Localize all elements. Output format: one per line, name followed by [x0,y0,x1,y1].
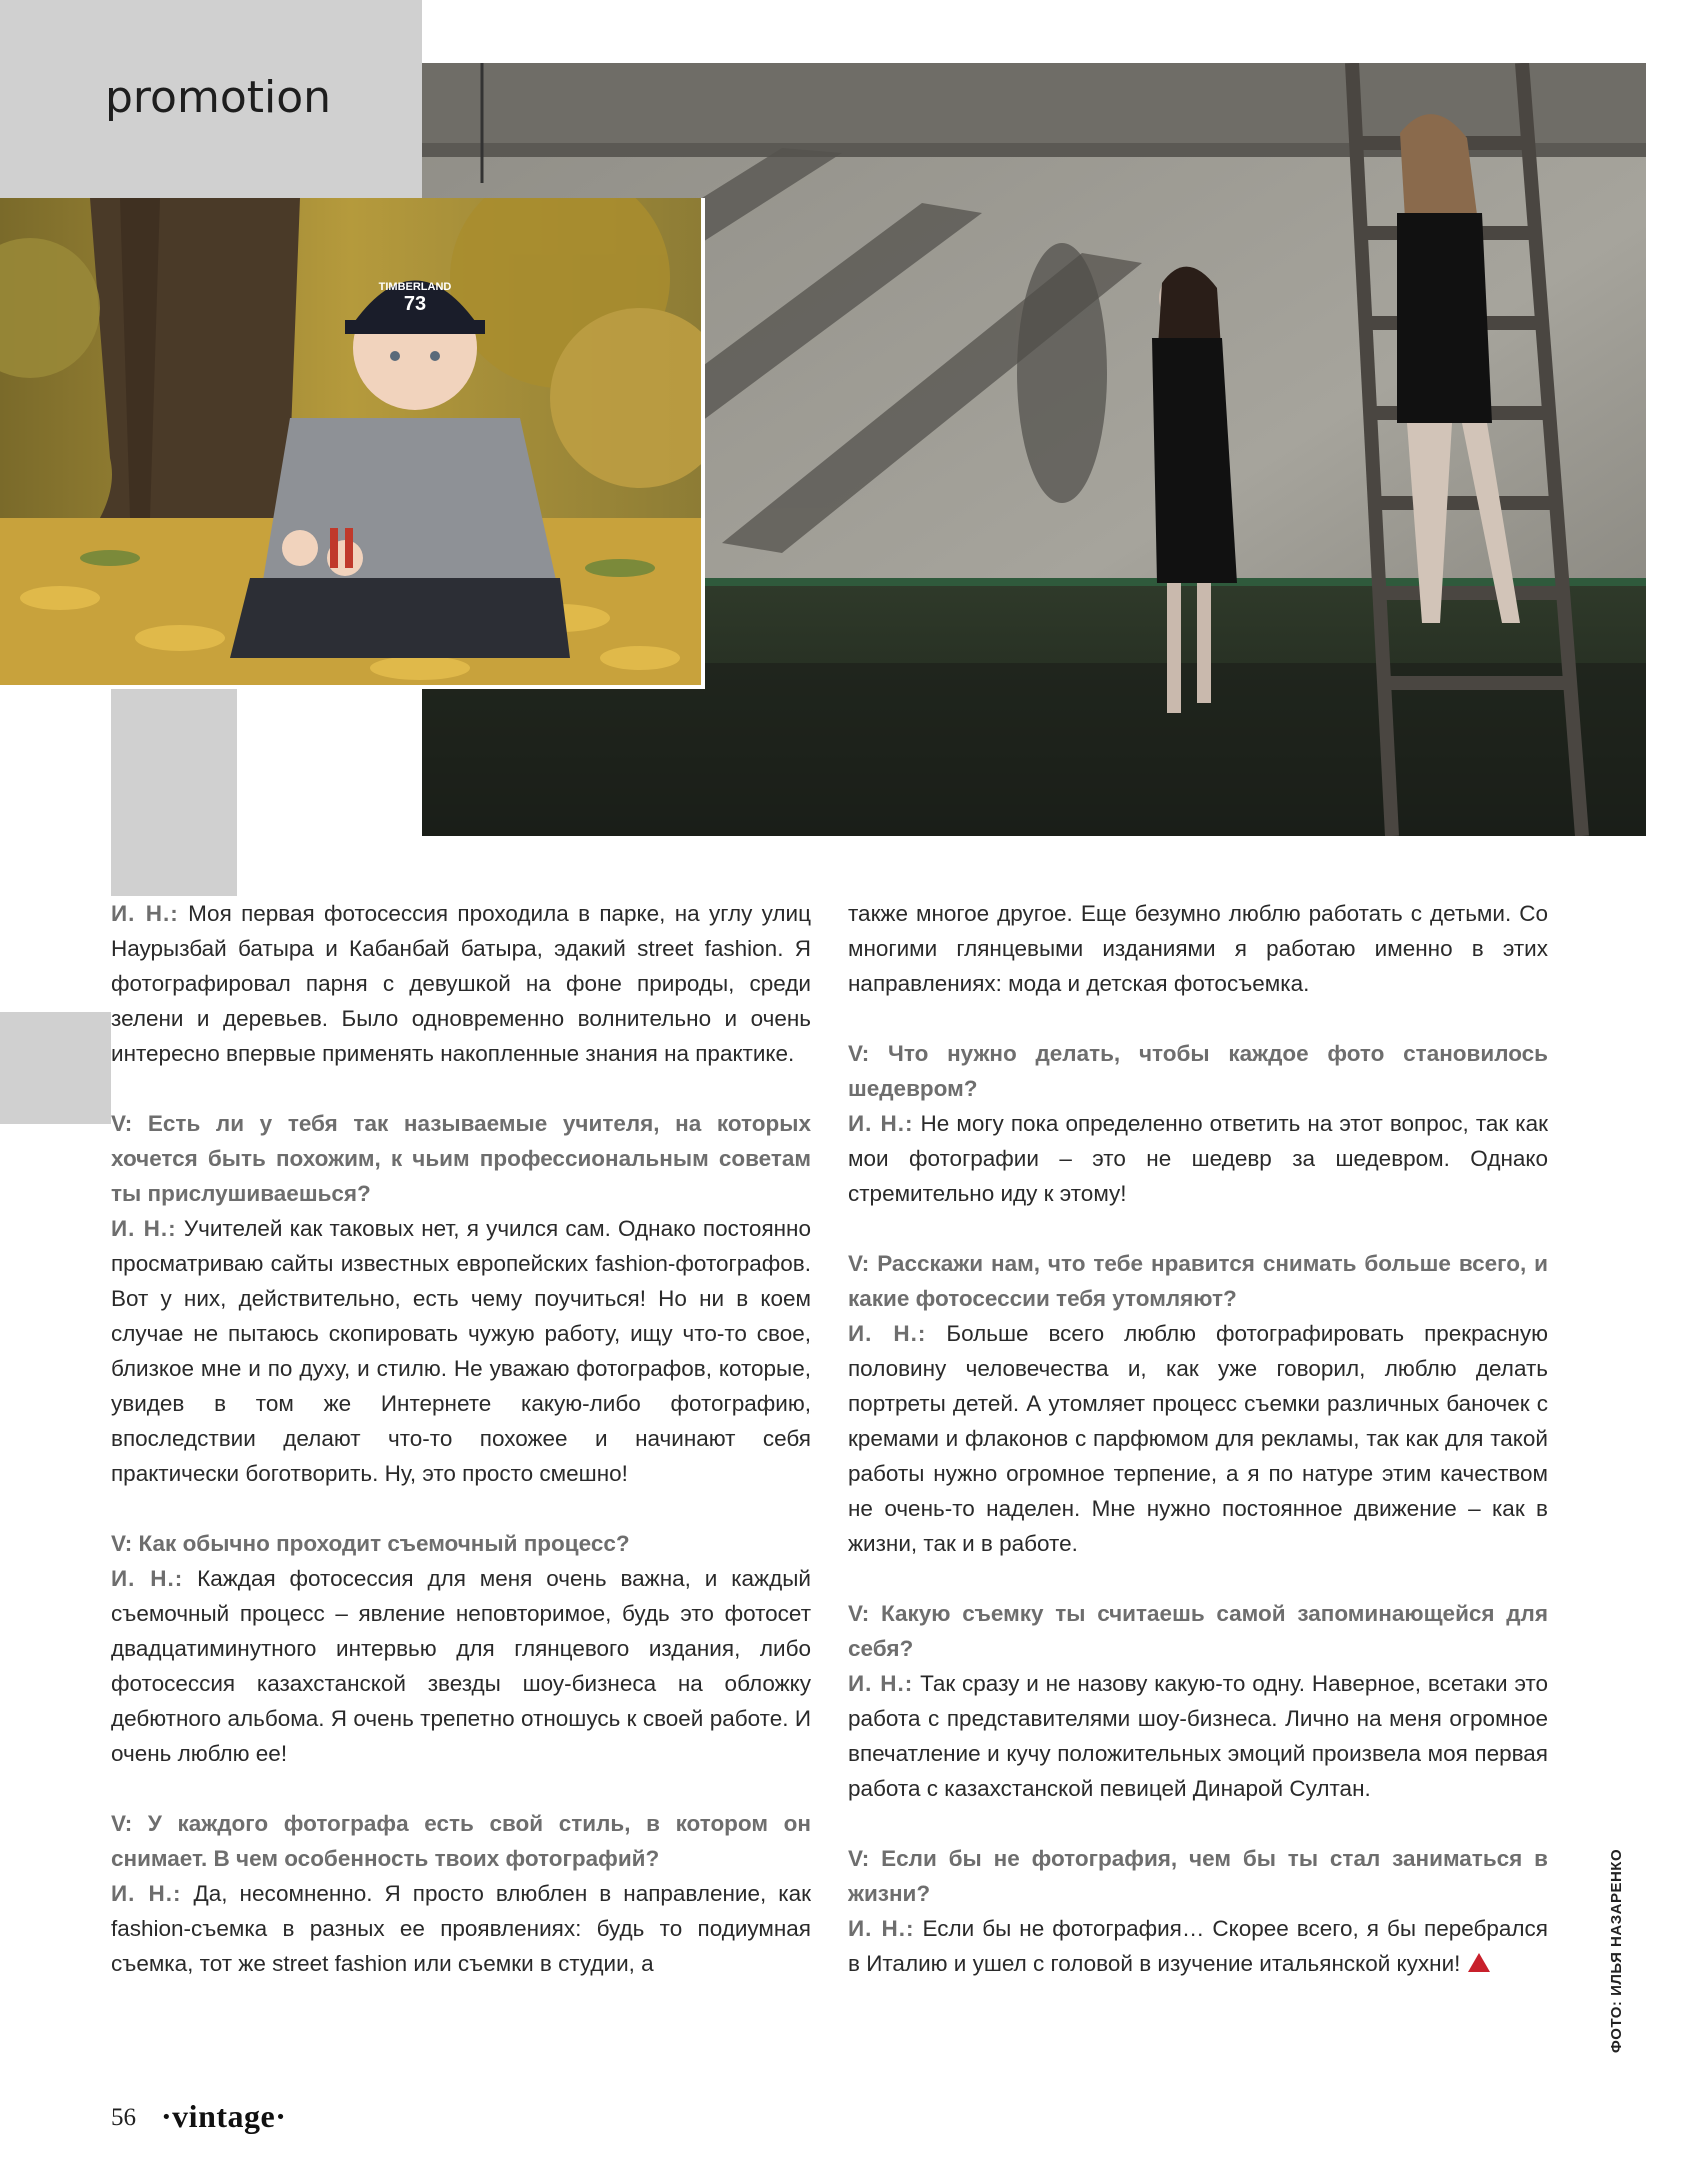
question-5: V: Что нужно делать, чтобы каждое фото становилось шедевром? [848,1041,1548,1101]
answer-1: И. Н.: Моя первая фотосессия проходила в парке, на углу улиц Наурызбай батыра и Кабанбай батыра, эдакий street fashion. Я фотографировал парня с девушкой на фоне природы, среди зелени и деревьев. Было одновременно волнительно и очень интересно впервые применять накопленные знания на практике. [111,901,811,1066]
answer-2: И. Н.: Учителей как таковых нет, я учился сам. Однако постоянно просматриваю сайты известных европейских fashion-фотографов. Вот у них, действительно, есть чему поучиться! Но ни в коем случае не пытаюсь скопировать чужую работу, ищу что-то свое, близкое мне и по духу, и стилю. Не уважаю фотографов, которые, увидев в том же Интернете какую-либо фотографию, впоследствии делают что-то похожее и начинают себя практически боготворить. Ну, это просто смешно! [111,1216,811,1486]
page-number: 56 [111,2104,136,2131]
vintage-logo: ·vintage· [161,2098,287,2134]
question-2: V: Есть ли у тебя так называемые учителя, на которых хочется быть похожим, к чьим профессиональным советам ты прислушиваешься? [111,1111,811,1206]
question-8: V: Если бы не фотография, чем бы ты стал заниматься в жизни? [848,1846,1548,1906]
answer-4: И. Н.: Да, несомненно. Я просто влюблен в направление, как fashion-съемка в разных ее проявлениях: будь то подиумная съемка, тот же street fashion или съемки в студии, а [111,1881,811,1976]
question-7: V: Какую съемку ты считаешь самой запоминающейся для себя? [848,1601,1548,1661]
answer-7: И. Н.: Так сразу и не назову какую-то одну. Наверное, всетаки это работа с представителями шоу-бизнеса. Лично на меня огромное впечатление и кучу положительных эмоций произвела моя первая работа с казахстанской певицей Динарой Султан. [848,1671,1548,1801]
question-4: V: У каждого фотографа есть свой стиль, в котором он снимает. В чем особенность твоих фотографий? [111,1811,811,1871]
answer-3: И. Н.: Каждая фотосессия для меня очень важна, и каждый съемочный процесс – явление неповторимое, будь это фотосет двадцатиминутного интервью для глянцевого издания, либо фотосессия казахстанской звезды шоу-бизнеса на обложку дебютного альбома. Я очень трепетно отношусь к своей работе. И очень люблю ее! [111,1566,811,1766]
answer-4-continued: также многое другое. Еще безумно люблю работать с детьми. Со многими глянцевыми изданиями я работаю именно в этих направлениях: мода и детская фотосъемка. [848,901,1548,996]
article-column-right [848,896,1548,1981]
answer-6: И. Н.: Больше всего люблю фотографировать прекрасную половину человечества и, как уже говорил, люблю делать портреты детей. А утомляет процесс съемки различных баночек с кремами и флаконов с парфюмом для рекламы, так как для такой работы нужно огромное терпение, а я по натуре этим качеством не очень-то наделен. Мне нужно постоянное движение – как в жизни, так и в работе. [848,1321,1548,1556]
speaker-photographer: И. Н.: [111,901,179,926]
question-6: V: Расскажи нам, что тебе нравится снимать больше всего, и какие фотосессии тебя утомляют? [848,1251,1548,1311]
section-label: promotion [105,72,332,123]
cap-number-text: 73 [403,293,427,315]
answer-8: И. Н.: Если бы не фотография… Скорее всего, я бы перебрался в Италию и ушел с головой в изучение итальянской кухни! [848,1916,1548,1976]
article-column-left [111,896,811,1981]
end-triangle-icon [1468,1953,1490,1972]
answer-5: И. Н.: Не могу пока определенно ответить на этот вопрос, так как мои фотографии – это не шедевр за шедевром. Однако стремительно иду к этому! [848,1111,1548,1206]
gray-block-left [0,1012,111,1124]
question-3: V: Как обычно проходит съемочный процесс? [111,1531,630,1556]
child-photo [0,198,705,689]
child-photo-art [0,198,701,685]
photo-credit: ФОТО: ИЛЬЯ НАЗАРЕНКО [1608,1848,1625,2053]
gray-block-side [111,688,237,896]
cap-brand-text: TIMBERLAND [378,281,452,293]
